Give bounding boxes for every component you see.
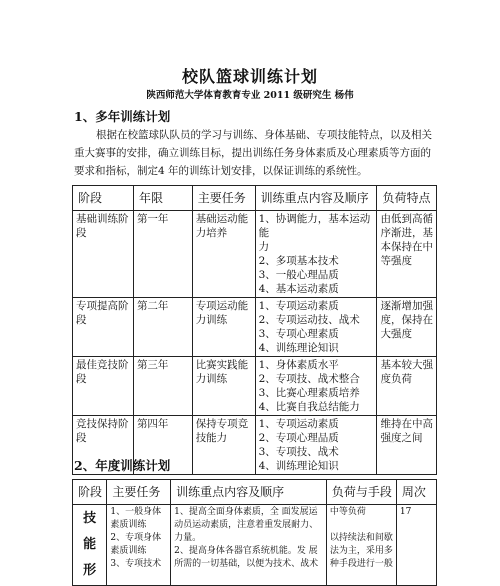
content-cell: 1、提高全面身体素质，全 面发展运 动员运动素质，注意着重发展耐力、 力量。 2、提高身体各器官系统机能。发 展 所需的一切基础，以便为技术、战术 — [171, 505, 327, 586]
section-heading-multi-year: 1、多年训练计划 — [74, 109, 171, 124]
paragraph-line: 根据在校篮球队队员的学习与训练、身体基础、专项技能特点，以及相关 — [96, 129, 432, 141]
task-cell: 比赛实践能 力训练 — [192, 357, 255, 416]
multi-year-plan-table — [72, 185, 437, 475]
header-cell: 训练重点内容及顺序 — [171, 480, 327, 505]
header-cell: 负荷与手段 — [326, 480, 396, 505]
stage-cell: 技 能 形 — [73, 505, 107, 586]
header-cell: 负荷特点 — [377, 186, 437, 211]
table-header-row — [73, 480, 437, 505]
load-cell: 维持在中高 强度之间 — [377, 416, 437, 475]
table-row — [73, 298, 437, 357]
years-cell: 第二年 — [133, 298, 192, 357]
table-row — [73, 505, 437, 586]
section-heading-annual: 2、年度训练计划 — [74, 458, 171, 473]
load-cell: 基本较大强 度负荷 — [377, 357, 437, 416]
header-cell: 周次 — [396, 480, 436, 505]
weeks-cell: 17 — [396, 505, 436, 586]
task-cell: 保持专项竞 技能力 — [192, 416, 255, 475]
load-cell: 逐渐增加强 度，保持在 大强度 — [377, 298, 437, 357]
stage-cell: 专项提高阶 段 — [73, 298, 134, 357]
load-cell: 由低到高循 序渐进，基 本保持在中 等强度 — [377, 211, 437, 298]
header-cell: 阶段 — [73, 186, 134, 211]
paragraph-line: 重大赛事的安排，确立训练目标，提出训练任务身体素质及心理素质等方面的 — [74, 147, 431, 159]
stage-cell: 最佳竞技阶 段 — [73, 357, 134, 416]
table-row — [73, 357, 437, 416]
header-cell: 主要任务 — [192, 186, 255, 211]
document-title: 校队篮球训练计划 — [181, 67, 318, 86]
load-cell: 中等负荷 以持续法和间歇 法为主，采用多 种手段进行一般 — [326, 505, 396, 586]
years-cell: 第四年 — [133, 416, 192, 475]
intro-paragraph — [74, 126, 434, 180]
task-cell: 专项运动能 力训练 — [192, 298, 255, 357]
stage-cell: 竞技保持阶 段 — [73, 416, 134, 475]
content-cell: 1、专项运动素质 2、专项运动技、战术 3、专项心理素质 4、训练理论知识 — [255, 298, 377, 357]
task-cell: 基础运动能 力培养 — [192, 211, 255, 298]
author-line: 陕西师范大学体育教育专业 2011 级研究生 杨伟 — [146, 90, 354, 101]
years-cell: 第一年 — [133, 211, 192, 298]
header-cell: 年限 — [133, 186, 192, 211]
header-cell: 主要任务 — [107, 480, 171, 505]
paragraph-line: 要求和指标，制定4 年的训练计划安排，以保证训练的系统性。 — [74, 165, 368, 177]
content-cell: 1、身体素质水平 2、专项技、战术整合 3、比赛心理素质培养 4、比赛自我总结能力 — [255, 357, 377, 416]
header-cell: 阶段 — [73, 480, 107, 505]
stage-cell: 基础训练阶 段 — [73, 211, 134, 298]
table-row — [73, 211, 437, 298]
annual-plan-table — [72, 479, 437, 586]
content-cell: 1、专项运动素质 2、专项心理品质 3、专项技、战术 4、训练理论知识 — [255, 416, 377, 475]
table-header-row — [73, 186, 437, 211]
content-cell: 1、协调能力，基本运动 能 力 2、多项基本技术 3、一般心理品质 4、基本运动素质 — [255, 211, 377, 298]
task-cell: 1、一般身体 素质训练 2、专项身体 素质训练 3、专项技术 — [107, 505, 171, 586]
years-cell: 第三年 — [133, 357, 192, 416]
header-cell: 训练重点内容及顺序 — [255, 186, 377, 211]
